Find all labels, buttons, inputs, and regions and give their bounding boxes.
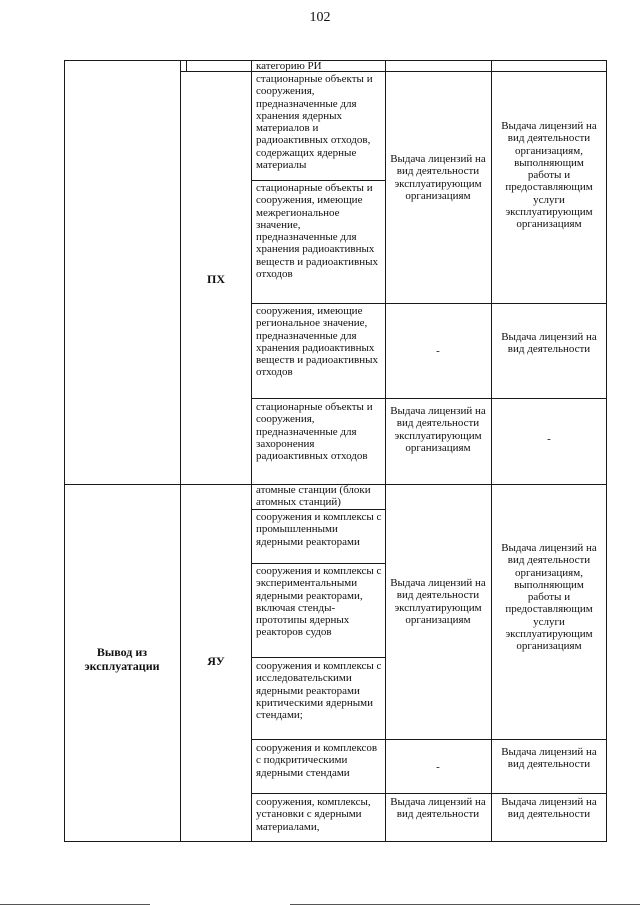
licensing-text: Выдача лицензий на вид деятельности (501, 331, 597, 356)
row-line-7 (251, 657, 385, 658)
licensing-text: Выдача лицензий на вид деятельности (501, 796, 597, 821)
col-divider-extra (186, 60, 187, 71)
table-border-top (64, 60, 607, 61)
object-cell (256, 511, 384, 548)
code-px: ПХ (207, 272, 225, 286)
object-cell (256, 182, 384, 280)
licensing-operating-cell (390, 796, 486, 821)
row-line-3 (251, 398, 607, 399)
table-border-right (606, 60, 607, 842)
stage-label: Вывод из эксплуатации (84, 645, 160, 673)
licensing-text: Выдача лицензий на вид деятельности эксплуатирующим организациям (390, 405, 486, 454)
table-border-bottom (64, 841, 607, 842)
object-text: стационарные объекты и сооружения, предназначенные для хранения ядерных материалов и радиоактивных отходов, содержащих ядерные материалы (256, 73, 373, 172)
licensing-service-cell (496, 542, 602, 653)
object-cell (256, 305, 384, 379)
col-divider-2 (251, 60, 252, 842)
row-line-9 (251, 793, 607, 794)
licensing-text: Выдача лицензий на вид деятельности (390, 796, 486, 821)
licensing-text: Выдача лицензий на вид деятельности организациям, выполняющим работы и предоставляющим услуги эксплуатирующим организациям (501, 120, 597, 231)
row-line-6 (251, 563, 385, 564)
object-cell (256, 565, 384, 639)
licensing-service-cell: - (547, 433, 551, 445)
object-cell (256, 660, 384, 721)
licensing-service-cell (496, 746, 602, 771)
object-text: сооружения, комплексы, установки с ядерными материалами, (256, 796, 371, 833)
licensing-operating-cell: - (436, 345, 440, 357)
licensing-service-cell (496, 796, 602, 821)
page-number: 102 (309, 10, 331, 25)
licensing-text: Выдача лицензий на вид деятельности эксплуатирующим организациям (390, 153, 486, 202)
object-text: атомные станции (блоки атомных станций) (256, 484, 371, 509)
object-cell (256, 73, 384, 171)
table-border-left (64, 60, 65, 842)
licensing-text: Выдача лицензий на вид деятельности (501, 746, 597, 771)
object-cell (256, 401, 384, 462)
object-text: сооружения и комплексы с исследовательскими ядерными реакторами критическими ядерными стендами; (256, 660, 382, 722)
licensing-text: Выдача лицензий на вид деятельности организациям, выполняющим работы и предоставляющим услуги эксплуатирующим организациям (501, 542, 597, 653)
object-cell: категорию РИ (256, 60, 322, 72)
licensing-operating-cell (390, 153, 486, 202)
object-text: стационарные объекты и сооружения, предназначенные для захоронения радиоактивных отходов (256, 401, 373, 463)
licensing-service-cell (496, 331, 602, 356)
col-divider-1 (180, 60, 181, 842)
object-text: стационарные объекты и сооружения, имеющие межрегиональное значение, предназначенные для хранения радиоактивных веществ и радиоактивных отходов (256, 182, 379, 281)
licensing-text: Выдача лицензий на вид деятельности эксплуатирующим организациям (390, 577, 486, 626)
row-line-8 (251, 739, 607, 740)
licensing-operating-cell: - (436, 761, 440, 773)
col-divider-3 (385, 60, 386, 842)
object-cell (256, 796, 384, 833)
licensing-service-cell (496, 120, 602, 231)
row-line-0 (180, 71, 607, 72)
object-cell (256, 742, 384, 779)
object-text: сооружения и комплексы с экспериментальными ядерными реакторами, включая стенды-прототипы ядерных реакторов судов (256, 565, 382, 639)
code-yau: ЯУ (207, 654, 225, 668)
object-text: сооружения и комплексов с подкритическими ядерными стендами (256, 742, 378, 779)
object-cell (256, 484, 384, 509)
col-divider-4 (491, 60, 492, 842)
row-line-5 (251, 509, 385, 510)
row-line-1 (251, 180, 385, 181)
licensing-operating-cell (390, 405, 486, 454)
object-text: сооружения и комплексы с промышленными ядерными реакторами (256, 511, 382, 548)
object-text: сооружения, имеющие региональное значение, предназначенные для хранения радиоактивных веществ и радиоактивных отходов (256, 305, 379, 379)
licensing-operating-cell (390, 577, 486, 626)
row-line-2 (251, 303, 607, 304)
